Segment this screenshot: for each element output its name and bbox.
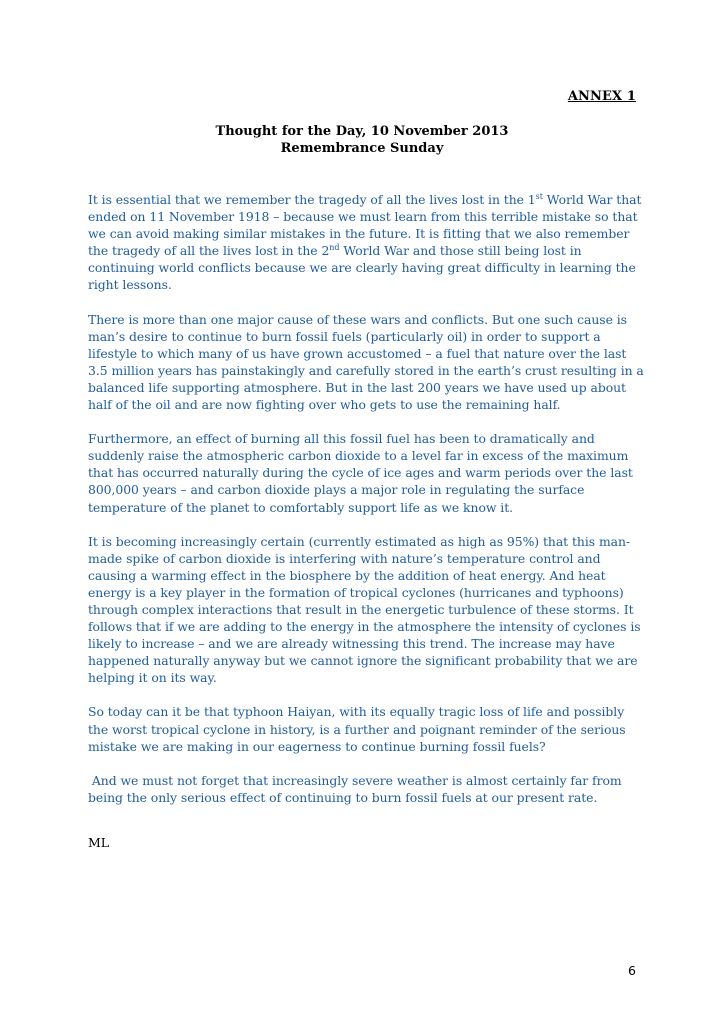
paragraph-1-part-a: It is essential that we remember the tragedy of all the lives lost in the 1 bbox=[88, 192, 536, 207]
page-number: 6 bbox=[628, 963, 636, 978]
paragraph-6: And we must not forget that increasingly severe weather is almost certainly far from being the only serious effect of continuing to burn fossil fuels at our present rate. bbox=[88, 772, 626, 805]
title-line-occasion: Remembrance Sunday bbox=[280, 141, 444, 156]
superscript-nd: nd bbox=[329, 243, 340, 253]
paragraph-1 bbox=[88, 191, 648, 294]
paragraph-1-part-b: World War that ended on 11 November 1918 – because we must learn from this terrible mistake so that we can avoid making similar mistakes in the future. It is fitting that we also remember the tragedy of all the lives lost in the 2 bbox=[88, 192, 642, 259]
author-initials: ML bbox=[88, 835, 110, 850]
paragraph-4: It is becoming increasingly certain (currently estimated as high as 95%) that this man-made spike of carbon dioxide is interfering with nature’s temperature control and causing a warming effect in the biosphere by the addition of heat energy. And heat energy is a key player in the formation of tropical cyclones (hurricanes and typhoons) through complex interactions that result in the energetic turbulence of these storms. It follows that if we are adding to the energy in the atmosphere the intensity of cyclones is likely to increase – and we are already witnessing this trend. The increase may have happened naturally anyway but we cannot ignore the significant probability that we are helping it on its way. bbox=[88, 533, 641, 686]
paragraph-2: There is more than one major cause of these wars and conflicts. But one such cause is man’s desire to continue to burn fossil fuels (particularly oil) in order to support a lifestyle to which many of us have grown accustomed – a fuel that nature over the last 3.5 million years has painstakingly and carefully stored in the earth’s crust resulting in a balanced life supporting atmosphere. But in the last 200 years we have used up about half of the oil and are now fighting over who gets to use the remaining half. bbox=[88, 311, 644, 413]
paragraph-3: Furthermore, an effect of burning all this fossil fuel has been to dramatically and suddenly raise the atmospheric carbon dioxide to a level far in excess of the maximum that has occurred naturally during the cycle of ice ages and warm periods over the last 800,000 years – and carbon dioxide plays a major role in regulating the surface temperature of the planet to comfortably support life as we know it. bbox=[88, 431, 633, 515]
document-title bbox=[0, 123, 724, 157]
superscript-st: st bbox=[535, 191, 543, 201]
title-line-date: Thought for the Day, 10 November 2013 bbox=[215, 124, 509, 139]
body-text bbox=[88, 191, 648, 823]
annex-label: ANNEX 1 bbox=[567, 89, 636, 104]
paragraph-5: So today can it be that typhoon Haiyan, with its equally tragic loss of life and possibly the worst tropical cyclone in history, is a further and poignant reminder of the serious mistake we are making in our eagerness to continue burning fossil fuels? bbox=[88, 704, 626, 754]
paragraph-1-part-c: World War and those still being lost in continuing world conflicts because we are clearly having great difficulty in learning the right lessons. bbox=[88, 243, 636, 293]
